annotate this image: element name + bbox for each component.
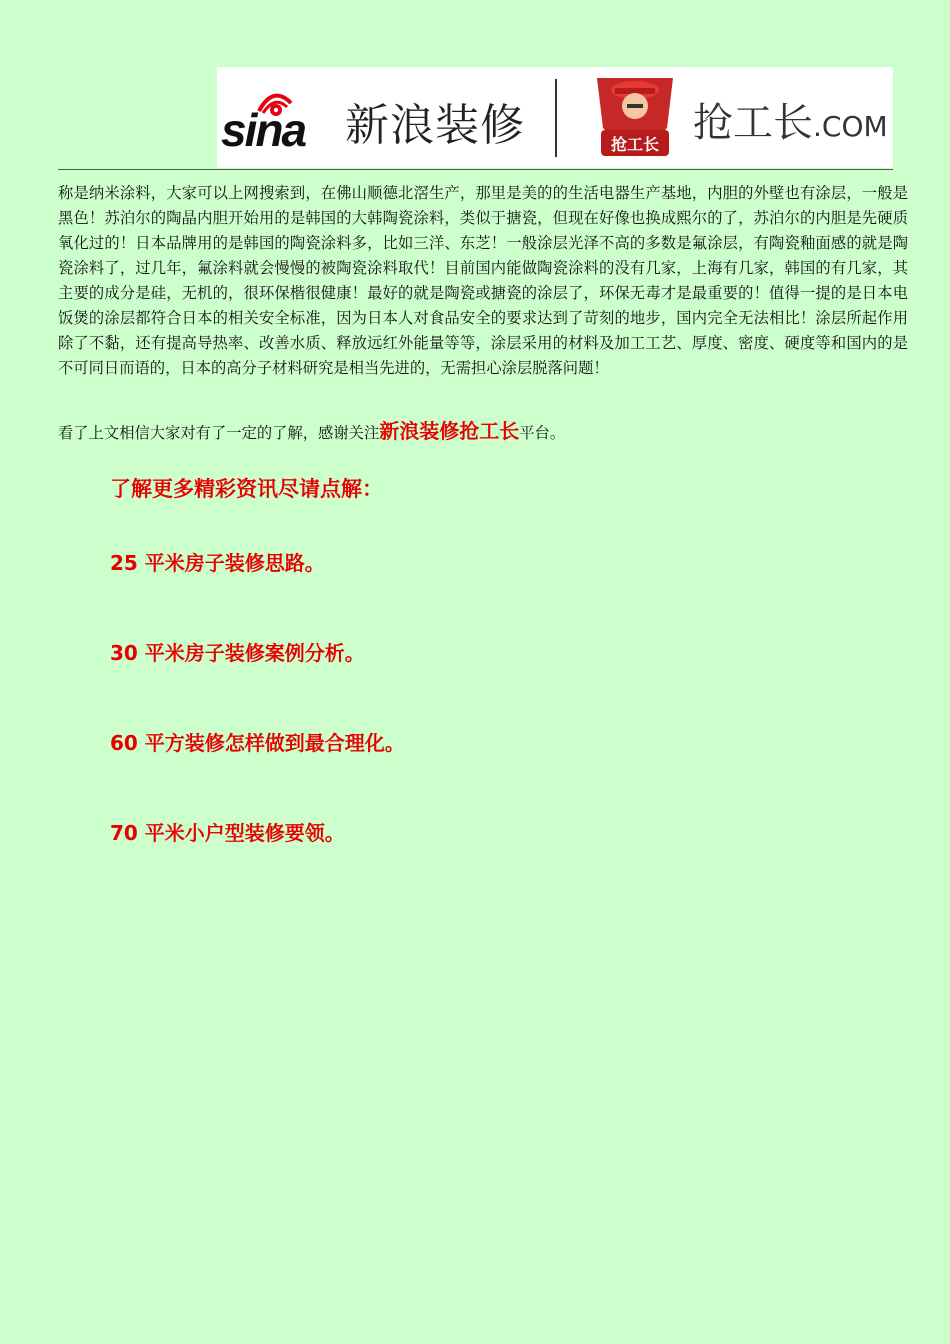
article-body: 称是纳米涂料，大家可以上网搜索到，在佛山顺德北滘生产，那里是美的的生活电器生产基地，内胆的外壁也有涂层，一般是黑色！苏泊尔的陶晶内胆开始用的是韩国的大韩陶瓷涂料，类似于搪瓷，但现在好像也换成熙尔的了，苏泊尔的内胆是先硬质氧化过的！日本品牌用的是韩国的陶瓷涂料多，比如三洋、东芝！一般涂层光泽不高的多数是氟涂层，有陶瓷釉面感的就是陶瓷涂料了，过几年，氟涂料就会慢慢的被陶瓷涂料取代！目前国内能做陶瓷涂料的没有几家，上海有几家，韩国的有几家，其主要的成分是硅，无机的，很环保楷很健康！最好的就是陶瓷或搪瓷的涂层了，环保无毒才是最重要的！值得一提的是日本电饭煲的涂层都符合日本的相关安全标准，因为日本人对食品安全的要求达到了苛刻的地步，国内完全无法相比！涂层所起作用除了不黏，还有提高导热率、改善水质、释放远红外能量等等，涂层采用的材料及加工工艺、厚度、密度、硬度等和国内的是不可同日而语的，日本的高分子材料研究是相当先进的，无需担心涂层脱落问题！: [58, 184, 908, 377]
related-link[interactable]: 30 平米房子装修案例分析。: [110, 641, 365, 665]
thanks-highlight-link[interactable]: 新浪装修抢工长: [379, 419, 520, 443]
partner-suffix: .COM: [813, 110, 888, 143]
sina-logo[interactable]: [221, 73, 341, 163]
brand-name: 新浪装修: [345, 99, 525, 151]
thanks-prefix: 看了上文相信大家对有了一定的了解，感谢关注: [58, 424, 380, 442]
header-banner: [217, 67, 893, 168]
related-link[interactable]: 60 平方装修怎样做到最合理化。: [110, 731, 405, 755]
related-links-list: [110, 548, 405, 908]
header-divider: [555, 79, 557, 157]
related-link[interactable]: 25 平米房子装修思路。: [110, 551, 325, 575]
header-rule: [58, 169, 893, 170]
partner-name: 抢工长: [693, 100, 813, 146]
badge-text: 抢工长: [610, 134, 660, 154]
thanks-suffix: 平台。: [519, 424, 566, 442]
sina-wordmark: sina: [221, 103, 306, 156]
worker-badge-icon: [587, 70, 683, 166]
related-link[interactable]: 70 平米小户型装修要领。: [110, 821, 345, 845]
thanks-line: [58, 418, 908, 446]
more-info-title: 了解更多精彩资讯尽请点解：: [110, 477, 383, 501]
partner-logo[interactable]: [693, 91, 888, 148]
